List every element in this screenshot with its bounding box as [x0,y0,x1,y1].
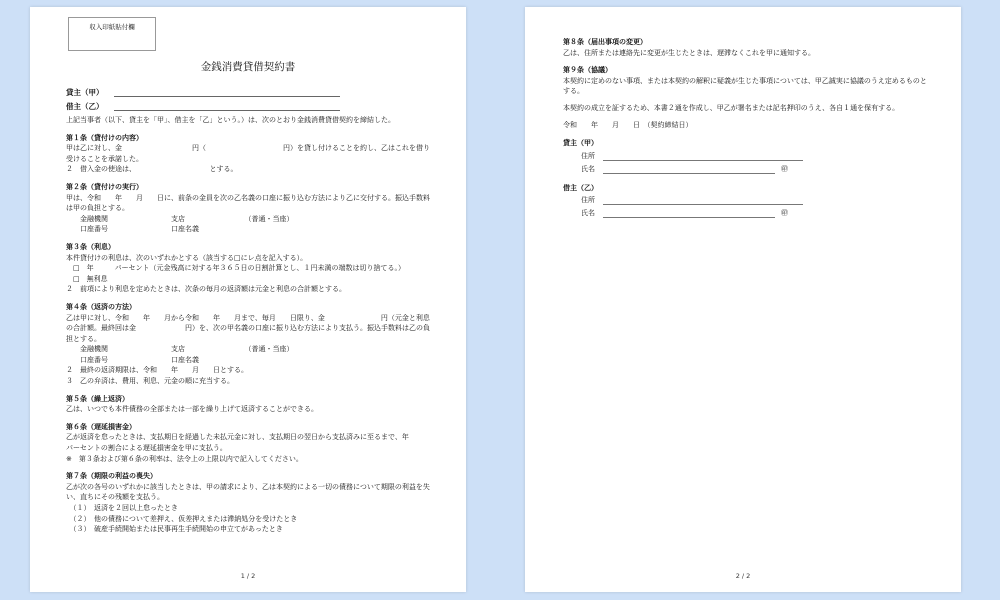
article-text: 乙は、住所または連絡先に変更が生じたときは、遅滞なくこれを甲に通知する。 [563,48,815,57]
article-text: （２） 他の債務について差押え、仮差押えまたは滞納処分を受けたとき [66,514,298,523]
intro-paragraph: 上記当事者（以下、貸主を「甲」、借主を「乙」という。）は、次のとおり金銭消費貸借契約を締結した。 [66,116,395,124]
article-text: ２ 最終の返済期限は、令和 年 月 日とする。 [66,366,248,375]
borrower-label: 借主（乙） [66,102,104,111]
article-text: 乙が返済を怠ったときは、支払期日を経過した未払元金に対し、支払期日の翌日から支払済みに至るまで、年 パーセントの割合による遅延損害金を甲に支払う。 [66,433,430,453]
page1-body [66,115,433,535]
article-title: 第９条（協議） [563,66,612,75]
document-title: 金銭消費貸借契約書 [200,61,296,73]
closing-paragraph: 本契約の成立を証するため、本書２通を作成し、甲乙が署名または記名押印のうえ、各自１通を保有する。 [563,103,900,112]
article-text: 本件貸付けの利息は、次のいずれかとする（該当する□にレ点を記入する）。 [66,253,308,262]
article-title: 第２条（貸付けの実行） [66,182,143,191]
revenue-stamp-label: 収入印紙貼付欄 [89,23,135,31]
page-number: 2 / 2 [735,572,751,580]
lender-name-line [603,173,775,174]
document-page-1 [30,7,466,592]
article-text: ２ 借入金の使途は、 とする。 [66,165,238,174]
article-title: 第７条（期限の利益の喪失） [66,472,157,481]
borrower-address-line [603,204,803,205]
document-page-2 [525,7,961,592]
article-title: 第５条（繰上返済） [66,394,129,403]
lender-address-line [603,160,803,161]
lender-signature-title: 貸主（甲） [563,139,598,148]
article-text: 乙は、いつでも本件債務の全部または一部を繰り上げて返済することができる。 [66,405,318,414]
borrower-name-line [603,217,775,218]
article-text: （１） 返済を２回以上怠ったとき [66,504,178,512]
contract-date-line: 令和 年 月 日 （契約締結日） [563,120,693,129]
article-text: ※ 第３条および第６条の利率は、法令上の上限以内で記入してください。 [66,454,303,463]
article-title: 第１条（貸付けの内容） [66,133,143,142]
article-title: 第８条（届出事項の変更） [563,38,647,46]
article-text: □ 無利息 [66,274,108,283]
lender-name-row [563,162,931,175]
article-text: 甲は、令和 年 月 日に、前条の金員を次の乙名義の口座に振り込む方法により乙に交付する。振込手数料は甲の負担とする。 [66,193,430,213]
name-label: 氏名 [581,209,595,218]
article-text: 甲は乙に対し、金 円（ 円）を貸し付けることを約し、乙はこれを借り受けることを承諾した。 [66,144,430,163]
article-text: （３） 破産手続開始または民事再生手続開始の申立てがあったとき [66,525,283,534]
article-text: ３ 乙の弁済は、費用、利息、元金の順に充当する。 [66,377,234,386]
page-number: 1 / 2 [240,572,256,580]
article-text: 口座番号 口座名義 [66,225,199,234]
article-title: 第３条（利息） [66,242,115,251]
article-title: 第４条（返済の方法） [66,302,136,311]
borrower-seal-mark: ㊞ [781,209,788,218]
page2-articles [563,37,931,97]
address-label: 住所 [581,151,595,160]
borrower-signature-title: 借主（乙） [563,183,598,192]
article-text: 乙は甲に対し、令和 年 月から令和 年 月まで、毎月 日限り、金 円（元金と利息の合計額。最終回は金 円）を、次の甲名義の口座に振り込む方法により支払う。振込手数料は乙の負担とする。 [66,313,430,343]
address-label: 住所 [581,196,595,205]
article-text: 金融機関 支店 （普通・当座） [66,214,294,223]
page1-articles [66,133,433,535]
lender-name-line [114,96,340,97]
borrower-name-line [114,110,340,111]
article-text: 口座番号 口座名義 [66,355,199,364]
lender-address-row [563,149,931,162]
borrower-address-row [563,193,931,206]
name-label: 氏名 [581,164,595,173]
article-text: 乙が次の各号のいずれかに該当したときは、甲の請求により、乙は本契約による一切の債務について期限の利益を失い、直ちにその残額を支払う。 [66,482,430,502]
borrower-name-row [563,206,931,219]
page2-body [563,30,931,219]
article-text: 金融機関 支店 （普通・当座） [66,345,294,354]
article-text: 本契約に定めのない事項、または本契約の解釈に疑義が生じた事項については、甲乙誠実に協議のうえ定めるものとする。 [563,76,927,96]
lender-seal-mark: ㊞ [781,164,788,173]
article-text: ２ 前項により利息を定めたときは、次条の毎月の返済額は元金と利息の合計額とする。 [66,285,346,294]
revenue-stamp-box [68,17,156,51]
article-text: □ 年 パーセント（元金残高に対する年３６５日の日割計算とし、１円未満の端数は切り捨てる。） [66,264,405,273]
lender-label: 貸主（甲） [66,88,104,97]
article-title: 第６条（遅延損害金） [66,422,136,431]
